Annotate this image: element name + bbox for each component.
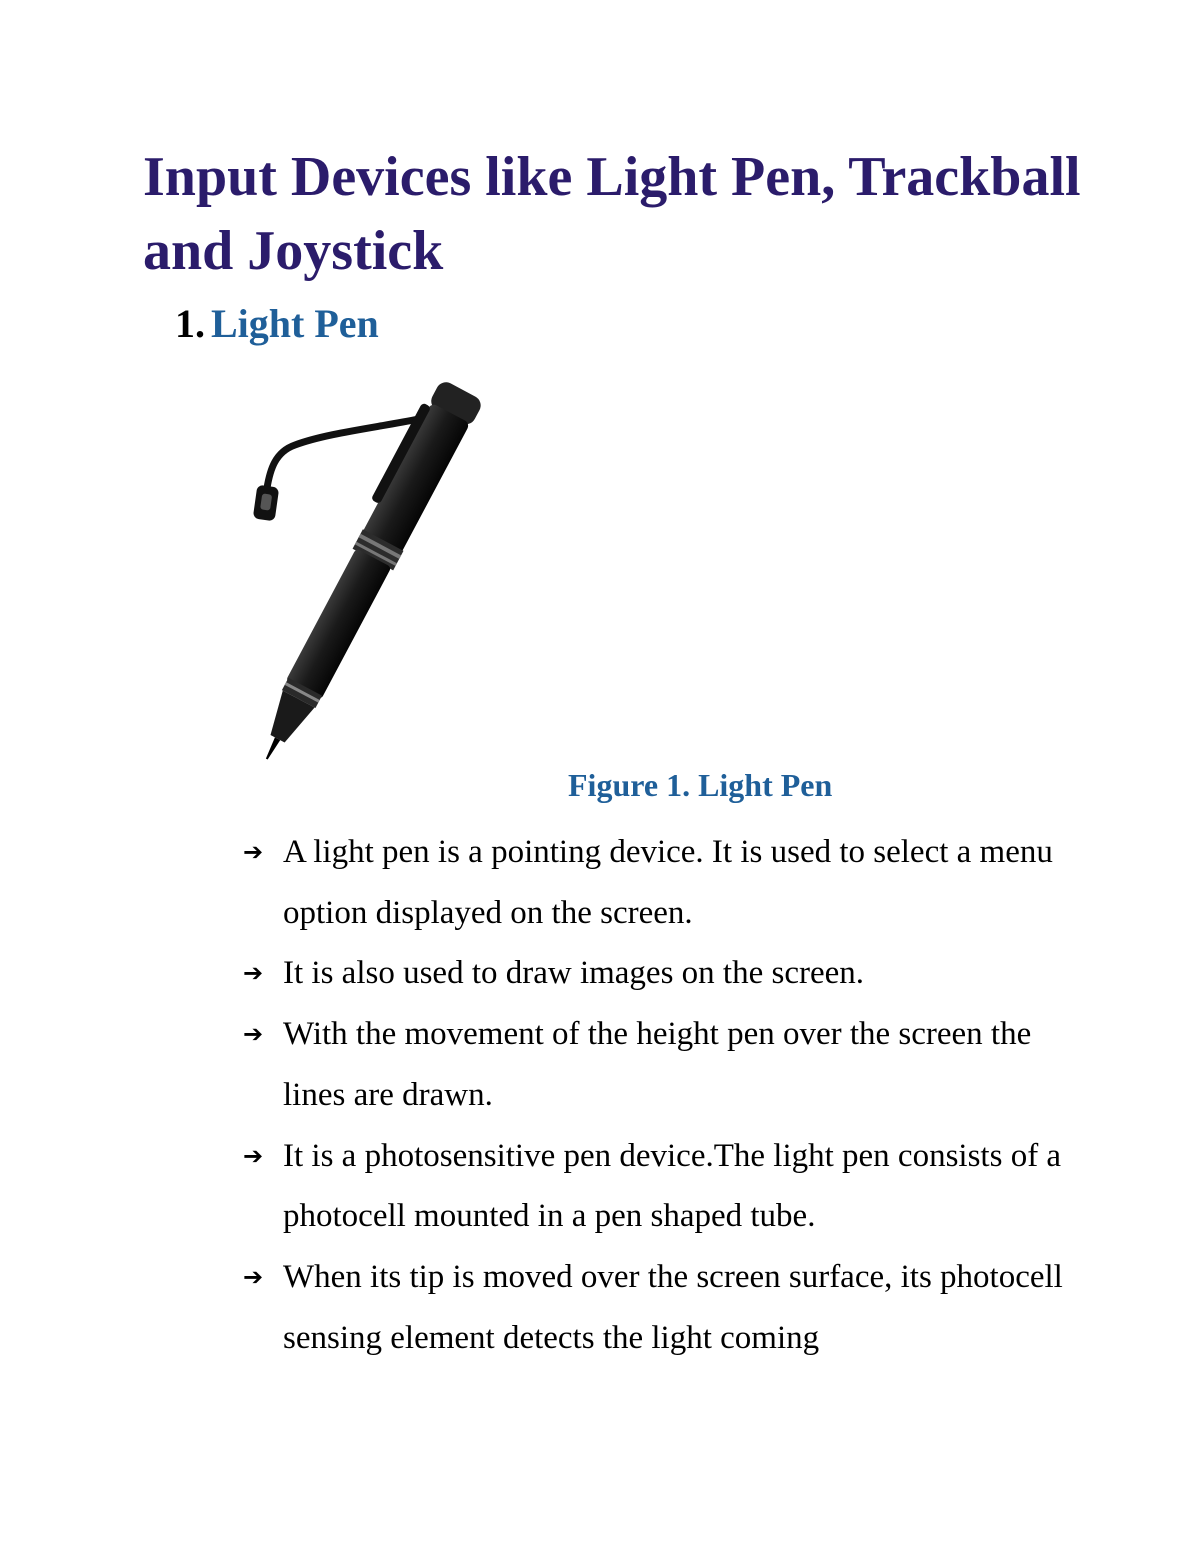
list-item: ➔ It is also used to draw images on the screen.	[243, 943, 1073, 1004]
arrow-right-icon: ➔	[243, 838, 264, 866]
arrow-right-icon: ➔	[243, 1020, 264, 1049]
light-pen-image	[195, 370, 525, 800]
arrow-right-icon: ➔	[243, 1262, 264, 1291]
section-label: Light Pen	[211, 301, 379, 346]
bullet-list	[243, 822, 1073, 1368]
arrow-right-icon: ➔	[243, 1141, 264, 1170]
figure-light-pen	[195, 370, 525, 800]
page-title: Input Devices like Light Pen, Trackball and Joystick	[143, 146, 1081, 282]
section-heading	[175, 298, 379, 350]
list-item: ➔ It is a photosensitive pen device.The light pen consists of a photocell mounted in a pen shaped tube.	[243, 1126, 1073, 1247]
list-item: ➔ When its tip is moved over the screen surface, its photocell sensing element detects the light coming	[243, 1247, 1073, 1368]
arrow-right-icon: ➔	[243, 959, 264, 988]
section-number: 1.	[175, 301, 205, 346]
list-item: ➔ With the movement of the height pen over the screen the lines are drawn.	[243, 1004, 1073, 1125]
list-item: ➔ A light pen is a pointing device. It is used to select a menu option displayed on the screen.	[243, 822, 1073, 943]
figure-caption: Figure 1. Light Pen	[568, 767, 833, 803]
